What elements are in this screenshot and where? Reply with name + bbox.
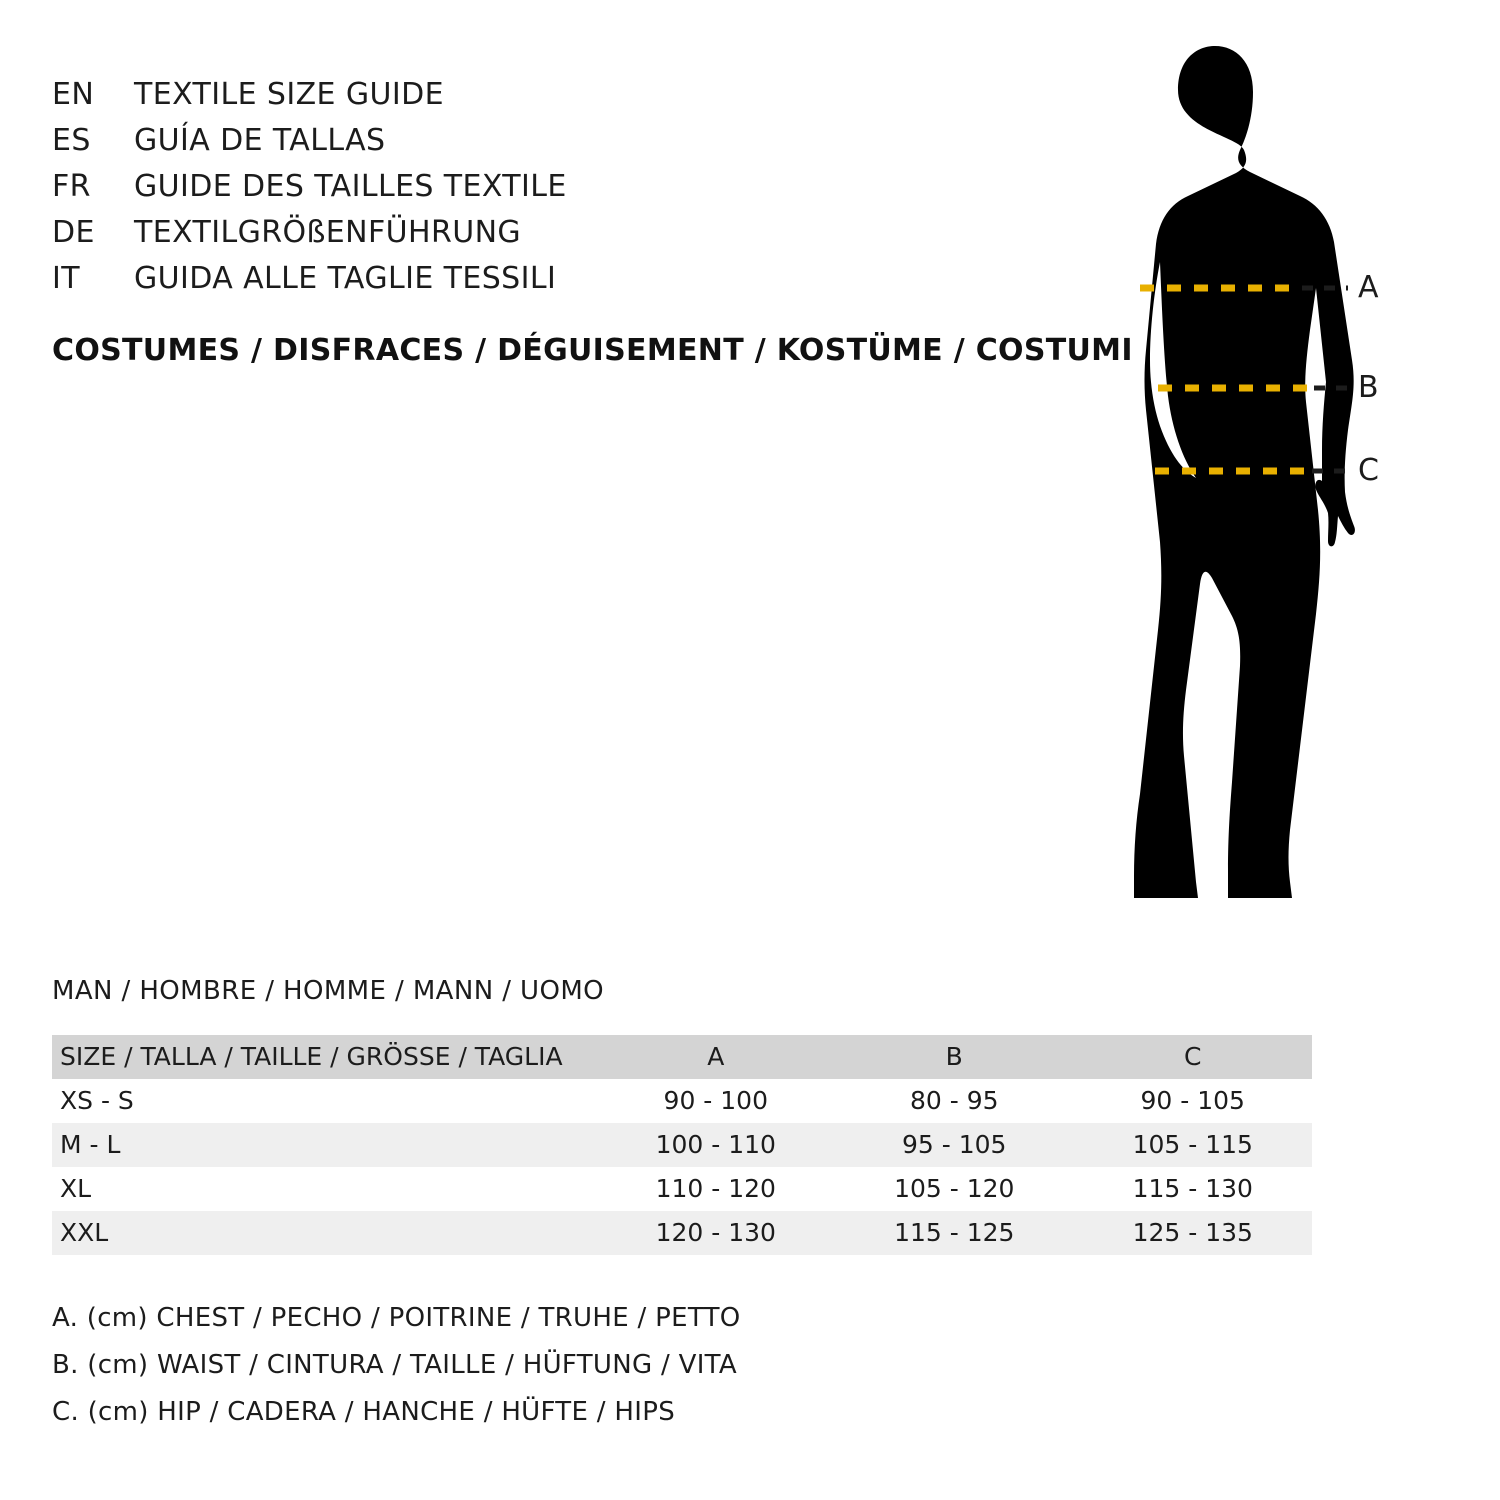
column-header-c: C xyxy=(1184,1042,1202,1071)
table-row xyxy=(52,1123,1312,1167)
marker-label-c: C xyxy=(1358,453,1380,488)
cell-c: 105 - 115 xyxy=(1132,1130,1253,1159)
legend-line-c: C. (cm) HIP / CADERA / HANCHE / HÜFTE / HIPS xyxy=(52,1397,676,1427)
cell-a: 100 - 110 xyxy=(655,1130,776,1159)
costumes-subtitle: COSTUMES / DISFRACES / DÉGUISEMENT / KOSTÜME / COSTUMI xyxy=(52,333,1133,368)
cell-b: 80 - 95 xyxy=(909,1086,999,1115)
table-row xyxy=(52,1079,1312,1123)
language-row xyxy=(52,256,952,302)
cell-size: XL xyxy=(60,1174,92,1203)
measurement-legend xyxy=(52,1295,741,1436)
table-row xyxy=(52,1211,1312,1255)
language-code: ES xyxy=(52,123,91,158)
cell-a: 90 - 100 xyxy=(663,1086,768,1115)
language-row xyxy=(52,164,952,210)
column-header-size: SIZE / TALLA / TAILLE / GRÖSSE / TAGLIA xyxy=(60,1042,563,1071)
language-title: GUÍA DE TALLAS xyxy=(134,123,386,158)
language-title: GUIDA ALLE TAGLIE TESSILI xyxy=(134,261,557,296)
body-figure xyxy=(1000,30,1430,930)
cell-b: 115 - 125 xyxy=(894,1218,1015,1247)
language-row xyxy=(52,72,952,118)
language-row xyxy=(52,210,952,256)
language-row xyxy=(52,118,952,164)
table-row xyxy=(52,1167,1312,1211)
language-code: EN xyxy=(52,77,95,112)
cell-size: M - L xyxy=(60,1130,121,1159)
cell-size: XS - S xyxy=(60,1086,134,1115)
language-title: TEXTILGRÖßENFÜHRUNG xyxy=(134,215,522,250)
cell-c: 125 - 135 xyxy=(1132,1218,1253,1247)
size-table xyxy=(52,1035,1312,1255)
language-title-list xyxy=(52,72,952,302)
legend-line-a: A. (cm) CHEST / PECHO / POITRINE / TRUHE / PETTO xyxy=(52,1303,741,1333)
cell-a: 120 - 130 xyxy=(655,1218,776,1247)
marker-label-b: B xyxy=(1358,370,1380,405)
cell-b: 105 - 120 xyxy=(894,1174,1015,1203)
table-header-row xyxy=(52,1035,1312,1079)
language-code: DE xyxy=(52,215,95,250)
language-title: GUIDE DES TAILLES TEXTILE xyxy=(134,169,567,204)
column-header-b: B xyxy=(945,1042,963,1071)
language-code: FR xyxy=(52,169,91,204)
language-code: IT xyxy=(52,261,80,296)
legend-line-b: B. (cm) WAIST / CINTURA / TAILLE / HÜFTUNG / VITA xyxy=(52,1350,737,1380)
cell-c: 90 - 105 xyxy=(1140,1086,1245,1115)
language-title: TEXTILE SIZE GUIDE xyxy=(134,77,444,112)
column-header-a: A xyxy=(707,1042,725,1071)
cell-a: 110 - 120 xyxy=(655,1174,776,1203)
cell-c: 115 - 130 xyxy=(1132,1174,1253,1203)
marker-label-a: A xyxy=(1358,270,1380,305)
cell-b: 95 - 105 xyxy=(902,1130,1007,1159)
cell-size: XXL xyxy=(60,1218,109,1247)
table-group-title: MAN / HOMBRE / HOMME / MANN / UOMO xyxy=(52,976,605,1006)
